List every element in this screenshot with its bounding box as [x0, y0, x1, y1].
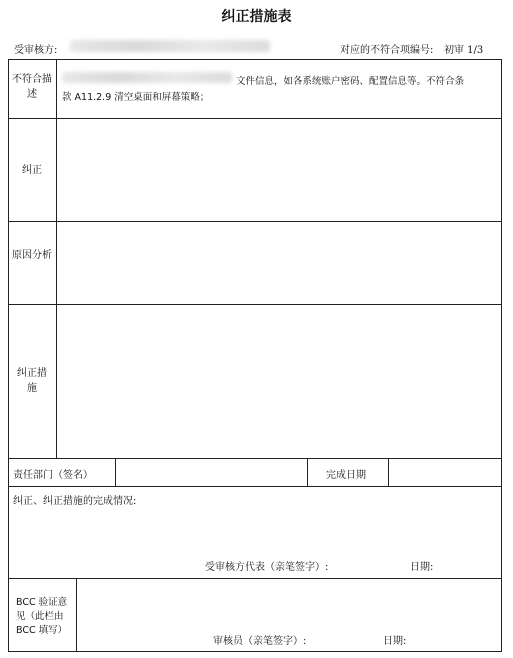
date-label-1: 日期:	[410, 562, 434, 573]
table-left-border	[8, 59, 9, 652]
auditee-label: 受审核方:	[14, 45, 58, 56]
dept-sign-divider	[115, 458, 116, 486]
table-top-border	[8, 59, 502, 60]
bcc-verification-field[interactable]	[78, 580, 500, 630]
correction-label: 纠正	[22, 165, 42, 176]
nc-description-line2: 款 A11.2.9 清空桌面和屏幕策略；	[62, 92, 210, 103]
auditor-sign-label: 审核员（亲笔签字）:	[213, 636, 307, 647]
corrective-action-label: 纠正措施	[17, 368, 47, 394]
nc-number-value: 初审 1/3	[444, 45, 484, 56]
page-title: 纠正措施表	[221, 9, 292, 25]
auditee-rep-sign-label: 受审核方代表（亲笔签字）:	[205, 562, 329, 573]
row-divider-4	[8, 458, 502, 459]
row-divider-1	[8, 118, 502, 119]
redacted-auditee-name	[70, 40, 270, 52]
row-divider-3	[8, 304, 502, 305]
nc-description-line1: 文件信息，如各系统账户密码、配置信息等。不符合条	[236, 76, 465, 87]
redacted-description-text	[62, 72, 232, 83]
corrective-action-field[interactable]	[58, 306, 500, 457]
completion-date-divider-left	[307, 458, 308, 486]
row-divider-6	[8, 578, 502, 579]
row-divider-2	[8, 221, 502, 222]
correction-field[interactable]	[58, 120, 500, 220]
bcc-verification-label: BCC 验证意见（此栏由 BCC 填写）	[16, 597, 68, 636]
nc-description-label: 不符合描述	[12, 74, 52, 100]
completion-status-label: 纠正、纠正措施的完成情况:	[13, 496, 137, 507]
cause-analysis-label: 原因分析	[12, 250, 52, 261]
completion-date-label: 完成日期	[326, 470, 366, 481]
table-bottom-border	[8, 651, 502, 652]
completion-date-divider-right	[388, 458, 389, 486]
completion-date-field[interactable]	[390, 460, 500, 485]
responsible-dept-label: 责任部门（签名）	[13, 470, 93, 481]
date-label-2: 日期:	[383, 636, 407, 647]
nc-number-label: 对应的不符合项编号:	[340, 45, 434, 56]
cause-analysis-field[interactable]	[58, 223, 500, 303]
table-right-border	[501, 59, 502, 652]
bcc-label-divider	[76, 578, 77, 652]
row-divider-5	[8, 486, 502, 487]
responsible-dept-sign-field[interactable]	[117, 460, 306, 485]
